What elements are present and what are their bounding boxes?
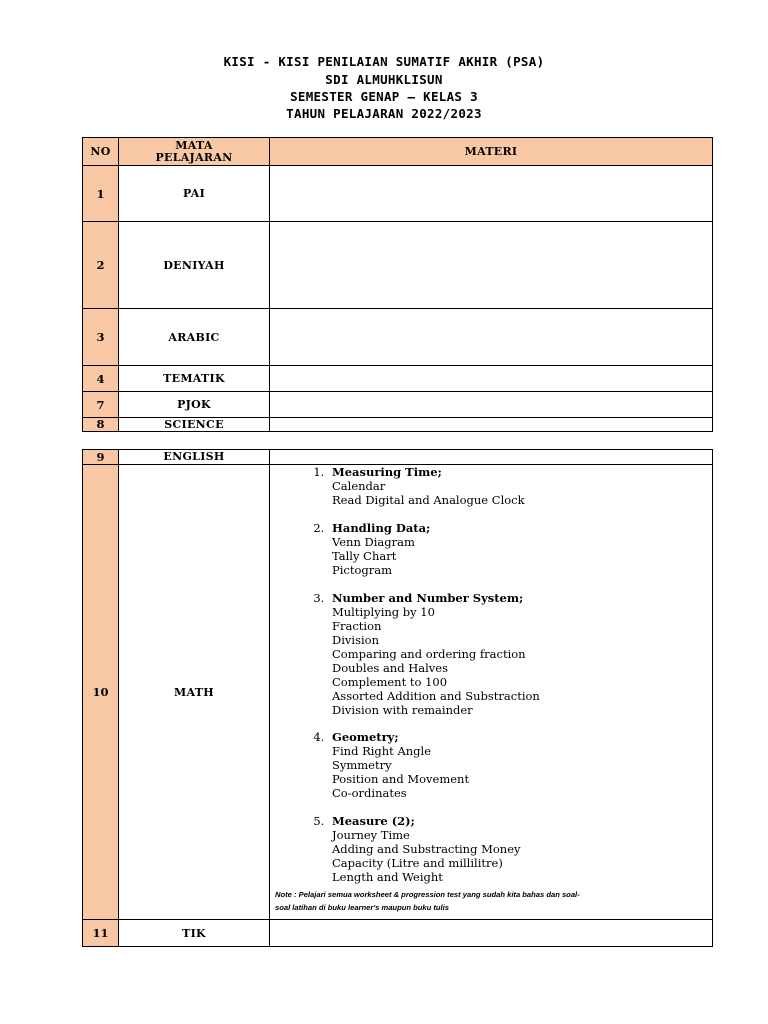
list-item xyxy=(328,521,712,577)
table-row xyxy=(83,222,713,309)
topic-title: Geometry; xyxy=(332,730,399,745)
table-row xyxy=(83,166,713,222)
topic-item: Find Right Angle xyxy=(332,744,432,759)
row-subject: DENIYAH xyxy=(119,222,270,309)
header-subject-line-2: PELAJARAN xyxy=(155,150,233,164)
topic-item: Division with remainder xyxy=(332,702,473,717)
topic-item: Complement to 100 xyxy=(332,674,448,689)
header-subject-line-1: MATA xyxy=(175,138,213,152)
topic-item: Calendar xyxy=(332,479,386,493)
topic-item: Fraction xyxy=(332,618,382,633)
row-number: 7 xyxy=(83,392,119,418)
topic-title: Number and Number System; xyxy=(332,590,524,605)
table-row xyxy=(83,366,713,392)
row-number: 3 xyxy=(83,309,119,366)
topic-title: Handling Data; xyxy=(332,520,431,535)
doc-title-line-3: SEMESTER GENAP – KELAS 3 xyxy=(290,89,478,104)
row-subject: ARABIC xyxy=(119,309,270,366)
topic-item: Pictogram xyxy=(332,562,393,577)
row-materi xyxy=(270,309,713,366)
row-subject: TEMATIK xyxy=(119,366,270,392)
row-number: 2 xyxy=(83,222,119,309)
topic-item: Position and Movement xyxy=(332,772,470,787)
subjects-table-bottom xyxy=(82,449,713,947)
topic-title: Measure (2); xyxy=(332,814,415,829)
row-materi xyxy=(270,366,713,392)
row-materi xyxy=(270,450,713,465)
topic-title: Measuring Time; xyxy=(332,465,442,479)
topic-item: Length and Weight xyxy=(332,870,443,885)
doc-title-line-1: KISI - KISI PENILAIAN SUMATIF AKHIR (PSA) xyxy=(223,54,545,69)
row-number: 8 xyxy=(83,418,119,432)
row-subject: PJOK xyxy=(119,392,270,418)
topic-item: Symmetry xyxy=(332,758,392,773)
topic-item: Adding and Substracting Money xyxy=(332,842,521,857)
row-materi xyxy=(270,166,713,222)
study-note xyxy=(270,887,712,913)
row-number: 9 xyxy=(83,450,119,465)
row-subject: MATH xyxy=(119,465,270,920)
topic-item: Journey Time xyxy=(332,828,410,843)
table-row xyxy=(83,450,713,465)
row-subject: PAI xyxy=(119,166,270,222)
topic-item: Co-ordinates xyxy=(332,786,407,801)
row-subject: SCIENCE xyxy=(119,418,270,432)
topic-item: Read Digital and Analogue Clock xyxy=(332,493,525,507)
row-number: 10 xyxy=(83,465,119,920)
row-materi xyxy=(270,418,713,432)
study-note-line-2: soal latihan di buku learner's maupun buku tulis xyxy=(275,903,449,913)
math-topic-list xyxy=(270,465,712,884)
table-row xyxy=(83,465,713,920)
topic-item: Capacity (Litre and millilitre) xyxy=(332,856,503,871)
subjects-table-top xyxy=(82,137,713,432)
topic-item: Division xyxy=(332,632,379,647)
doc-title-line-4: TAHUN PELAJARAN 2022/2023 xyxy=(286,106,482,121)
topic-item: Venn Diagram xyxy=(332,534,415,549)
row-materi xyxy=(270,392,713,418)
row-subject: TIK xyxy=(119,920,270,947)
header-materi: MATERI xyxy=(270,138,713,166)
row-number: 11 xyxy=(83,920,119,947)
math-materi-cell xyxy=(270,465,713,920)
table-row xyxy=(83,418,713,432)
row-number: 1 xyxy=(83,166,119,222)
row-subject: ENGLISH xyxy=(119,450,270,465)
row-materi xyxy=(270,920,713,947)
list-item xyxy=(328,814,712,884)
header-no: NO xyxy=(83,138,119,166)
row-number: 4 xyxy=(83,366,119,392)
table-row xyxy=(83,920,713,947)
topic-item: Comparing and ordering fraction xyxy=(332,646,526,661)
list-item xyxy=(328,591,712,717)
table-header-row xyxy=(83,138,713,166)
topic-item: Doubles and Halves xyxy=(332,660,448,675)
list-item xyxy=(328,465,712,507)
row-materi xyxy=(270,222,713,309)
table-row xyxy=(83,309,713,366)
topic-item: Multiplying by 10 xyxy=(332,604,435,619)
topic-item: Tally Chart xyxy=(332,548,397,563)
list-item xyxy=(328,730,712,800)
study-note-line-1: Note : Pelajari semua worksheet & progression test yang sudah kita bahas dan soal- xyxy=(275,890,580,900)
doc-title-line-2: SDI ALMUHKLISUN xyxy=(325,72,443,87)
table-row xyxy=(83,392,713,418)
topic-item: Assorted Addition and Substraction xyxy=(332,688,540,703)
header-subject xyxy=(119,138,270,166)
